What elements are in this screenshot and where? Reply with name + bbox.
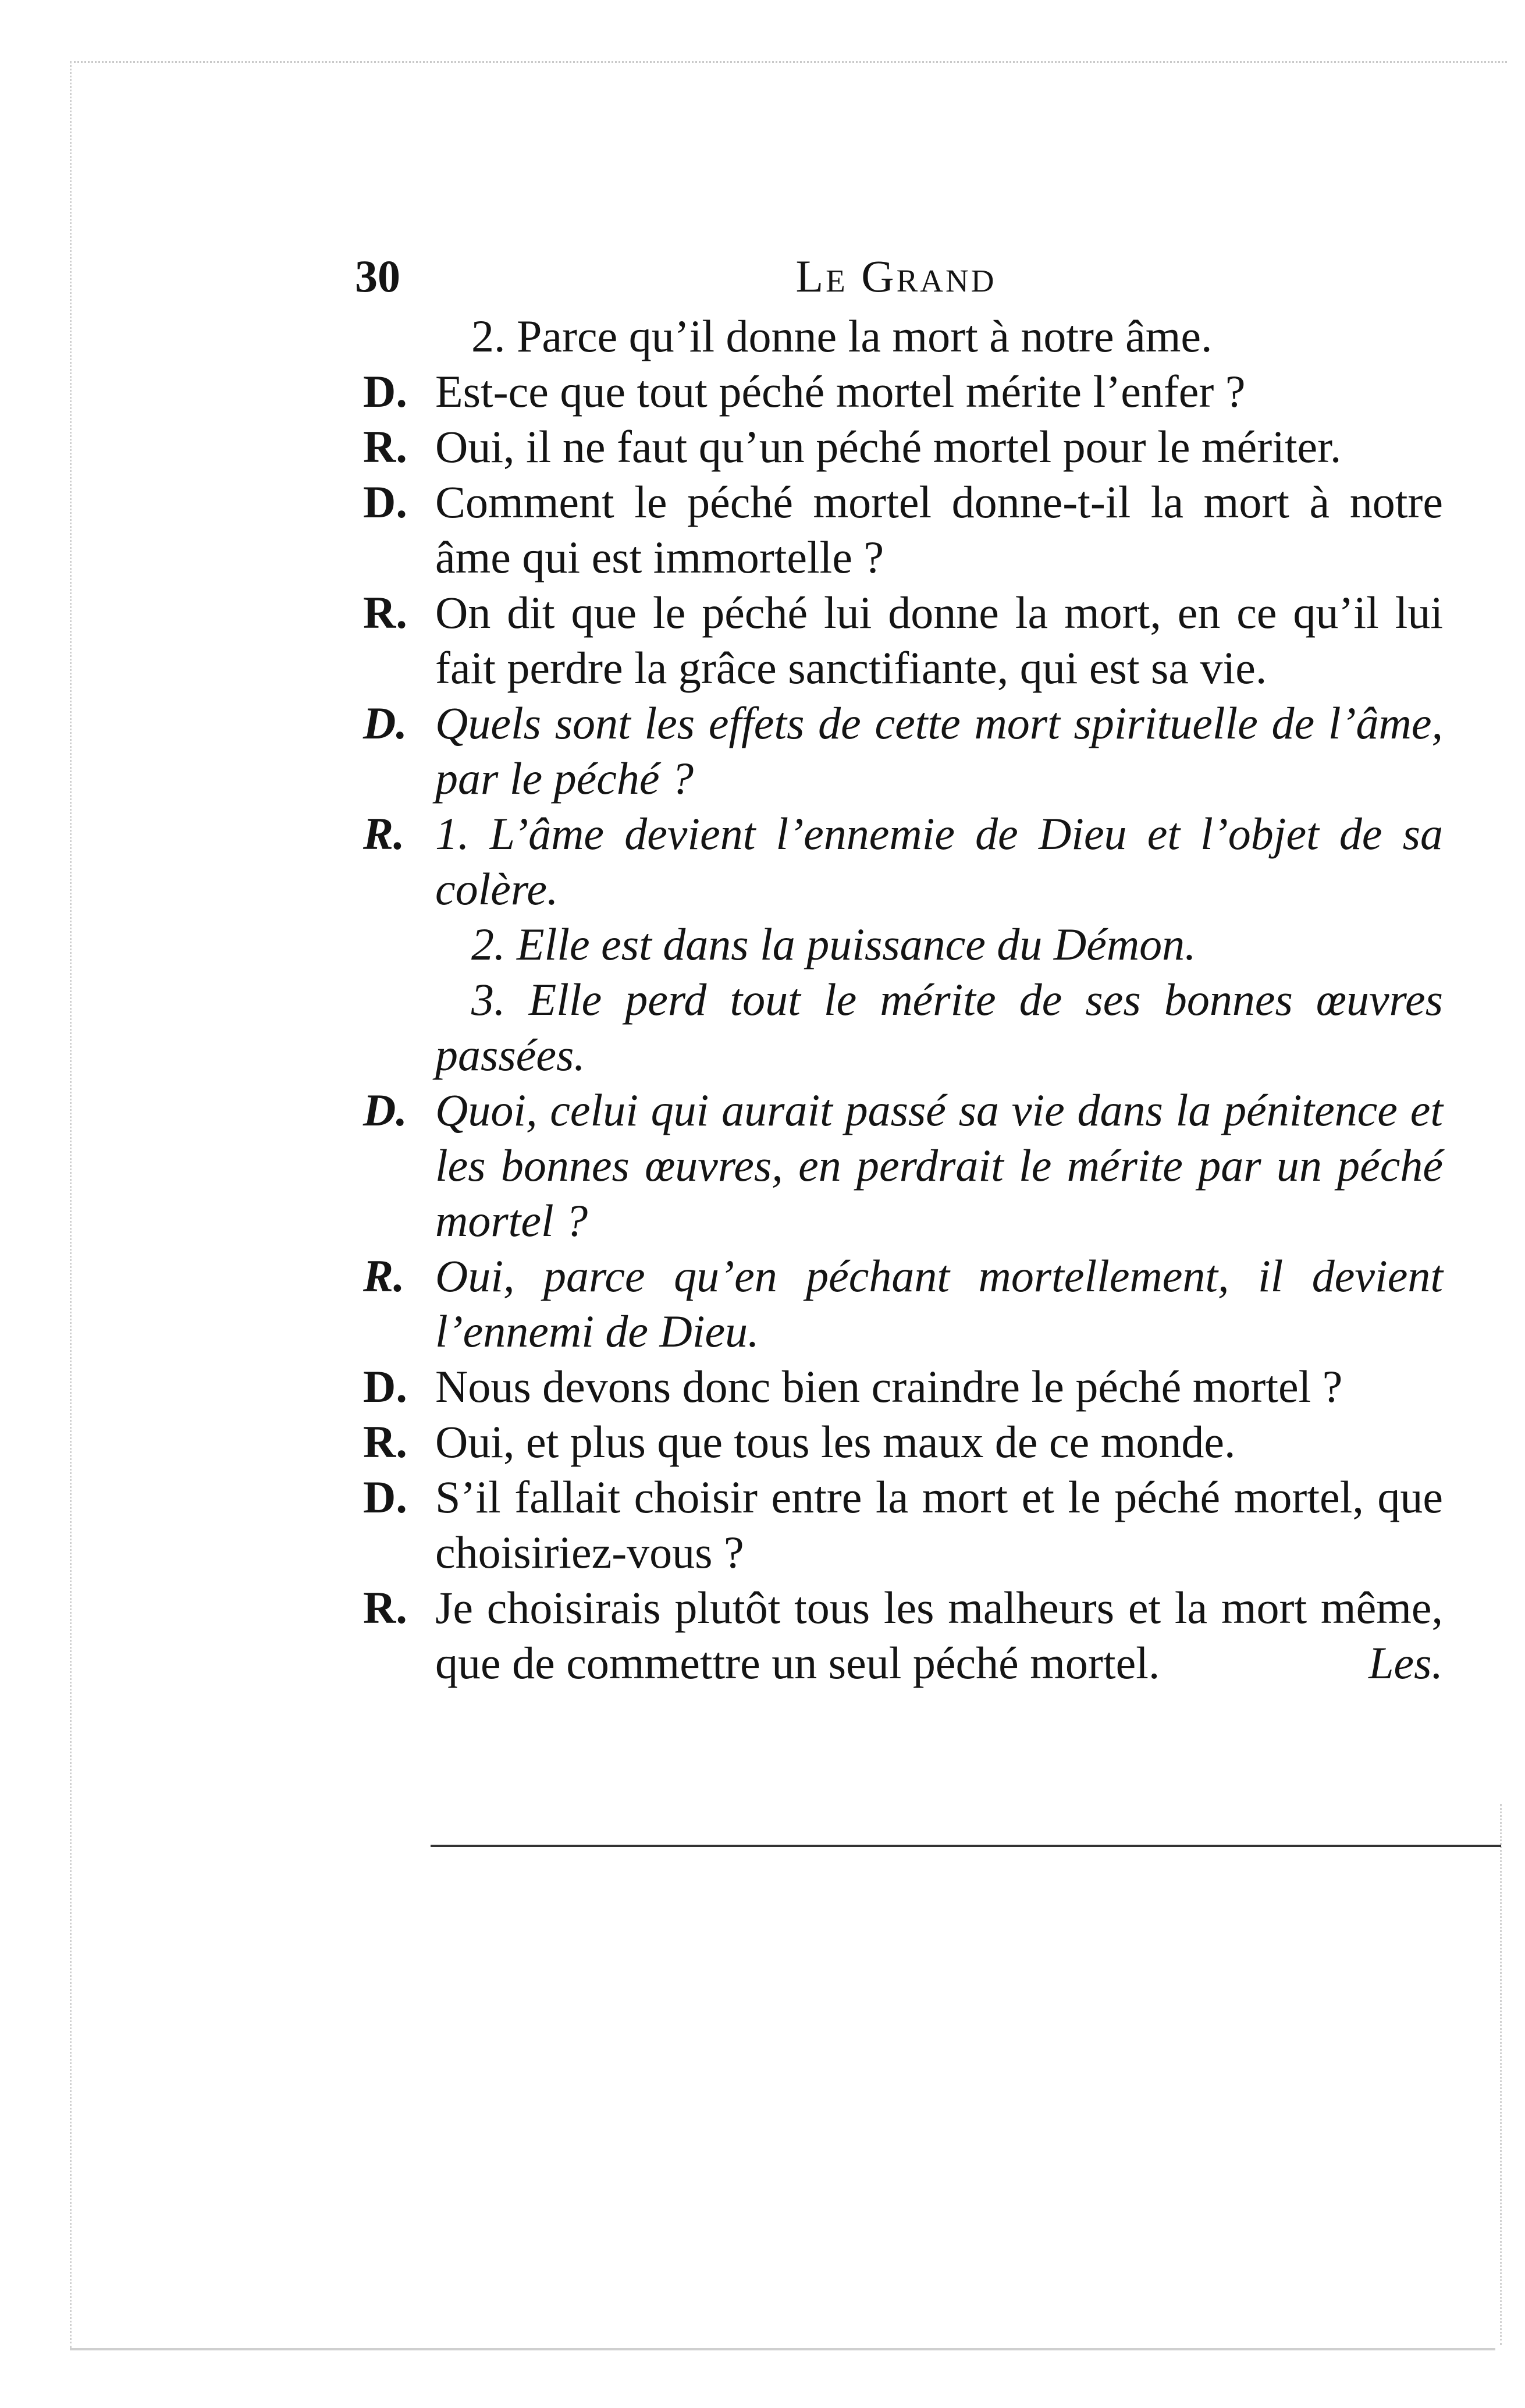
entry-text: Quels sont les effets de cette mort spirituelle de l’âme, par le péché ? [435,698,1443,804]
answer-entry [349,585,1443,695]
entry-text: 3. Elle perd tout le mérite de ses bonnes œuvres passées. [435,974,1443,1080]
entry-text: Oui, parce qu’en péchant mortellement, il devient l’ennemi de Dieu. [435,1251,1443,1356]
entry-text: Oui, il ne faut qu’un péché mortel pour le mériter. [435,421,1342,472]
entry-text: Oui, et plus que tous les maux de ce monde. [435,1416,1236,1467]
entry-text: Je choisirais plutôt tous les malheurs et la mort même, que de commettre un seul péché mortel. [435,1582,1443,1688]
question-entry [349,1359,1443,1414]
question-entry [349,695,1443,806]
entry-marker: D. [363,366,407,417]
entry-marker: D. [363,1472,407,1522]
scan-border-top [70,61,1507,63]
question-entry [349,474,1443,585]
entry-text: Comment le péché mortel donne-t-il la mort à notre âme qui est immortelle ? [435,477,1443,583]
entry-marker: D. [363,477,407,527]
answer-continuation [349,308,1443,364]
question-entry [349,1469,1443,1580]
entry-text: 2. Elle est dans la puissance du Démon. [471,919,1196,969]
catchword: Les. [1368,1638,1443,1688]
scan-border-left [70,61,72,2348]
page-number: 30 [355,251,400,301]
entry-text: Quoi, celui qui aurait passé sa vie dans la pénitence et les bonnes œuvres, en perdrait le mérite par un péché mortel ? [435,1085,1443,1246]
question-entry [349,1082,1443,1248]
entry-text: 1. L’âme devient l’ennemie de Dieu et l’objet de sa colère. [435,808,1443,914]
question-entry [349,364,1443,419]
entry-text: Est-ce que tout péché mortel mérite l’enfer ? [435,366,1246,417]
scan-border-bottom [70,2348,1495,2350]
scan-border-right [1500,1804,1502,2345]
entry-marker: R. [363,808,405,859]
stray-rule-line [431,1845,1501,1847]
entry-marker: D. [363,1361,407,1412]
entry-text: Nous devons donc bien craindre le péché mortel ? [435,1361,1343,1412]
answer-entry [349,1580,1443,1690]
answer-entry [349,419,1443,474]
entry-marker: R. [363,1582,407,1633]
entry-marker: D. [363,698,407,748]
entry-marker: R. [363,1251,405,1301]
running-title: Le Grand [795,251,997,301]
answer-entry [349,806,1443,917]
entry-marker: R. [363,1416,407,1467]
entry-text: S’il fallait choisir entre la mort et le péché mortel, que choisiriez-vous ? [435,1472,1443,1578]
entry-text: On dit que le péché lui donne la mort, en ce qu’il lui fait perdre la grâce sanctifiante, qui est sa vie. [435,587,1443,693]
answer-continuation [349,972,1443,1082]
entry-marker: D. [363,1085,407,1135]
catechism-text [349,308,1443,1690]
answer-continuation [349,917,1443,972]
book-page [349,244,1443,1690]
entry-marker: R. [363,587,407,638]
entry-text: 2. Parce qu’il donne la mort à notre âme. [471,311,1213,361]
answer-entry [349,1248,1443,1359]
answer-entry [349,1414,1443,1469]
entry-marker: R. [363,421,407,472]
running-head [349,244,1443,308]
